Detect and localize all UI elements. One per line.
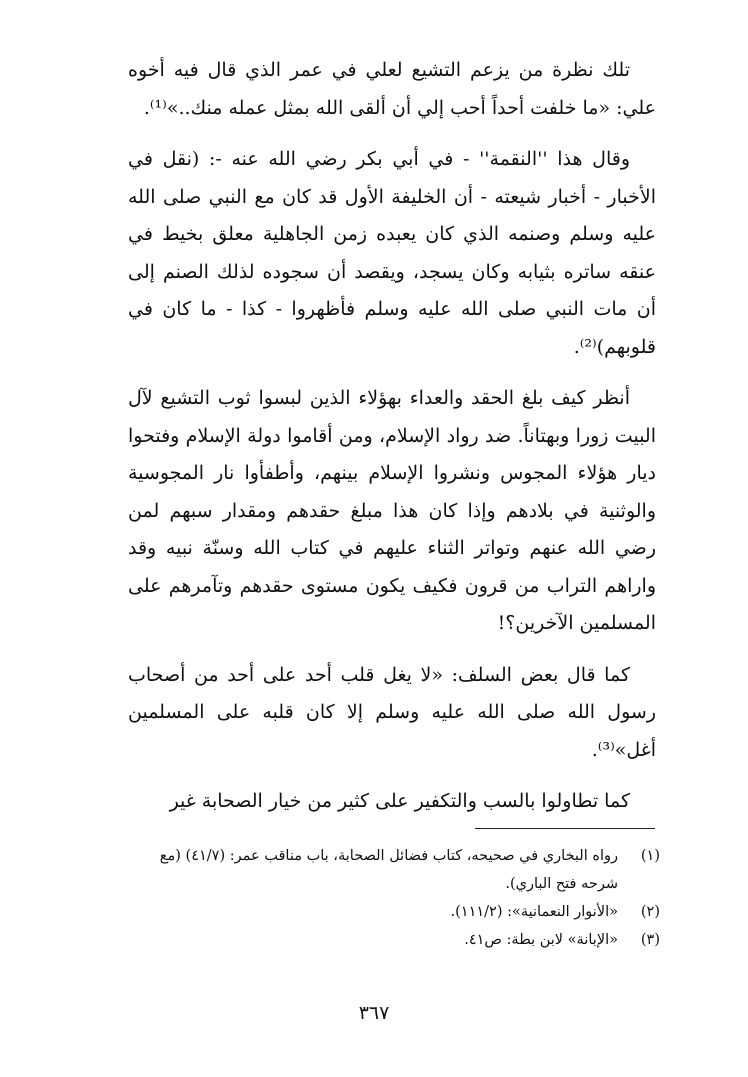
footnote-text: «الأنوار النعمانية»: (١١١/٢). bbox=[450, 904, 618, 920]
footnote-number: (٢) bbox=[640, 904, 660, 920]
paragraph-2: وقال هذا ''النقمة'' - في أبي بكر رضي الله عنه -: (نقل في الأخبار - أخبار شيعته - أن الخليفة الأول قد كان مع النبي صلى الله عليه وسلم وصنمه الذي كان يعبده زمن الجاهلية معلق بخيط في عنقه ساتره بثيابه وكان يسجد، ويقصد أن سجوده لذلك الصنم إلى أن مات النبي صلى الله عليه وسلم فأظهروا - كذا - ما كان في قلوبهم)⁽²⁾. bbox=[128, 148, 656, 358]
footnote bbox=[120, 926, 660, 954]
page-number: ٣٦٧ bbox=[358, 1002, 390, 1024]
footnotes bbox=[120, 842, 660, 954]
footnote-number: (٣) bbox=[640, 932, 660, 948]
footnote-text: رواه البخاري في صحيحه، كتاب فضائل الصحابة، باب مناقب عمر: (٤١/٧) (مع شرحه فتح الباري). bbox=[159, 848, 618, 892]
paragraph-1: تلك نظرة من يزعم التشيع لعلي في عمر الذي قال فيه أخوه علي: «ما خلفت أحداً أحب إلي أن ألقى الله بمثل عمله منك..»⁽¹⁾. bbox=[128, 59, 656, 119]
footnote bbox=[120, 842, 660, 898]
paragraph-5: كما تطاولوا بالسب والتكفير على كثير من خيار الصحابة غير bbox=[169, 790, 630, 812]
footnote-separator bbox=[475, 828, 655, 829]
footnote-text: «الإبانة» لابن بطة: ص٤١. bbox=[464, 932, 618, 948]
footnote bbox=[120, 898, 660, 926]
footnote-number: (١) bbox=[640, 848, 660, 864]
main-text bbox=[128, 52, 656, 835]
paragraph-3: أنظر كيف بلغ الحقد والعداء بهؤلاء الذين لبسوا ثوب التشيع لآل البيت زورا وبهتاناً. ضد رواد الإسلام، ومن أقاموا دولة الإسلام وفتحوا ديار هؤلاء المجوس ونشروا الإسلام بينهم، وأطفأوا نار المجوسية والوثنية في بلادهم وإذا كان هذا مبلغ حقدهم ومقدار سبهم لمن رضي الله عنهم وتواتر الثناء عليهم في كتاب الله وسنّة نبيه وقد واراهم التراب من قرون فكيف يكون مستوى حقدهم وتآمرهم على المسلمين الآخرين؟! bbox=[128, 387, 656, 634]
paragraph-4: كما قال بعض السلف: «لا يغل قلب أحد على أحد من أصحاب رسول الله صلى الله عليه وسلم إلا كان قلبه على المسلمين أغل»⁽³⁾. bbox=[128, 663, 656, 761]
